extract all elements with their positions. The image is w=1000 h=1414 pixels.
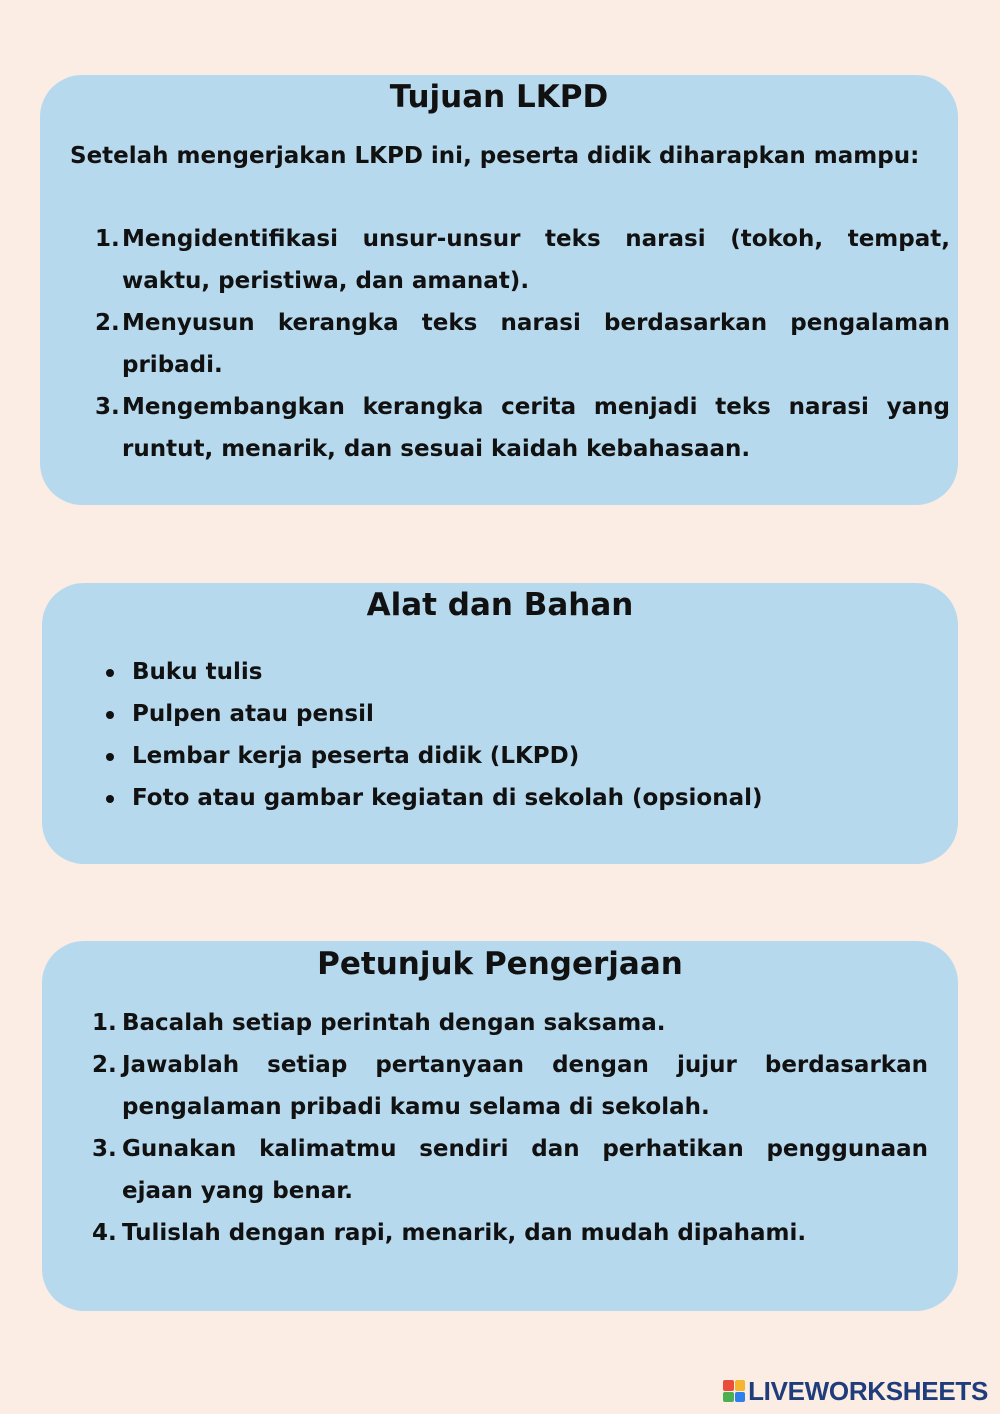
bullet-icon (106, 795, 114, 803)
list-item (102, 693, 762, 735)
list-item (40, 1002, 928, 1044)
liveworksheets-logo-icon (723, 1380, 745, 1402)
petunjuk-title: Petunjuk Pengerjaan (317, 946, 683, 982)
list-item (40, 1044, 928, 1128)
list-number: 2. (92, 1052, 117, 1078)
alat-card (42, 583, 958, 864)
petunjuk-list (40, 1002, 928, 1254)
list-text: Menyusun kerangka teks narasi berdasarkan pengalaman pribadi. (122, 310, 950, 378)
logo-square (723, 1392, 734, 1403)
list-text: Mengembangkan kerangka cerita menjadi teks narasi yang runtut, menarik, dan sesuai kaidah kebahasaan. (122, 394, 950, 462)
list-item (40, 386, 950, 470)
list-number: 1. (95, 226, 120, 252)
liveworksheets-brand[interactable] (723, 1376, 988, 1406)
list-item (102, 651, 762, 693)
list-text: Gunakan kalimatmu sendiri dan perhatikan penggunaan ejaan yang benar. (122, 1136, 928, 1204)
bullet-icon (106, 711, 114, 719)
logo-square (735, 1380, 746, 1391)
bullet-icon (106, 753, 114, 761)
list-item (40, 218, 950, 302)
logo-square (735, 1392, 746, 1403)
tujuan-title: Tujuan LKPD (389, 79, 609, 115)
list-number: 3. (95, 394, 120, 420)
brand-text: LIVEWORKSHEETS (748, 1375, 988, 1406)
list-text: Mengidentifikasi unsur-unsur teks narasi (tokoh, tempat, waktu, peristiwa, dan amanat). (122, 226, 950, 294)
list-text: Pulpen atau pensil (132, 701, 374, 727)
list-number: 2. (95, 310, 120, 336)
list-item (102, 777, 762, 819)
bullet-icon (106, 669, 114, 677)
list-number: 1. (92, 1010, 117, 1036)
list-text: Tulislah dengan rapi, menarik, dan mudah dipahami. (122, 1220, 807, 1246)
list-text: Foto atau gambar kegiatan di sekolah (opsional) (132, 785, 763, 811)
list-text: Buku tulis (132, 659, 263, 685)
tujuan-card (40, 75, 958, 505)
petunjuk-card (42, 941, 958, 1311)
list-item (40, 1128, 928, 1212)
logo-square (723, 1380, 734, 1391)
list-item (102, 735, 762, 777)
list-number: 3. (92, 1136, 117, 1162)
alat-title: Alat dan Bahan (366, 587, 634, 623)
list-text: Lembar kerja peserta didik (LKPD) (132, 743, 580, 769)
list-number: 4. (92, 1220, 117, 1246)
tujuan-intro: Setelah mengerjakan LKPD ini, peserta didik diharapkan mampu: (70, 143, 920, 169)
alat-list (102, 651, 762, 819)
tujuan-list (40, 218, 950, 470)
list-text: Jawablah setiap pertanyaan dengan jujur berdasarkan pengalaman pribadi kamu selama di sekolah. (122, 1052, 928, 1120)
list-item (40, 302, 950, 386)
list-text: Bacalah setiap perintah dengan saksama. (122, 1010, 666, 1036)
list-item (40, 1212, 928, 1254)
